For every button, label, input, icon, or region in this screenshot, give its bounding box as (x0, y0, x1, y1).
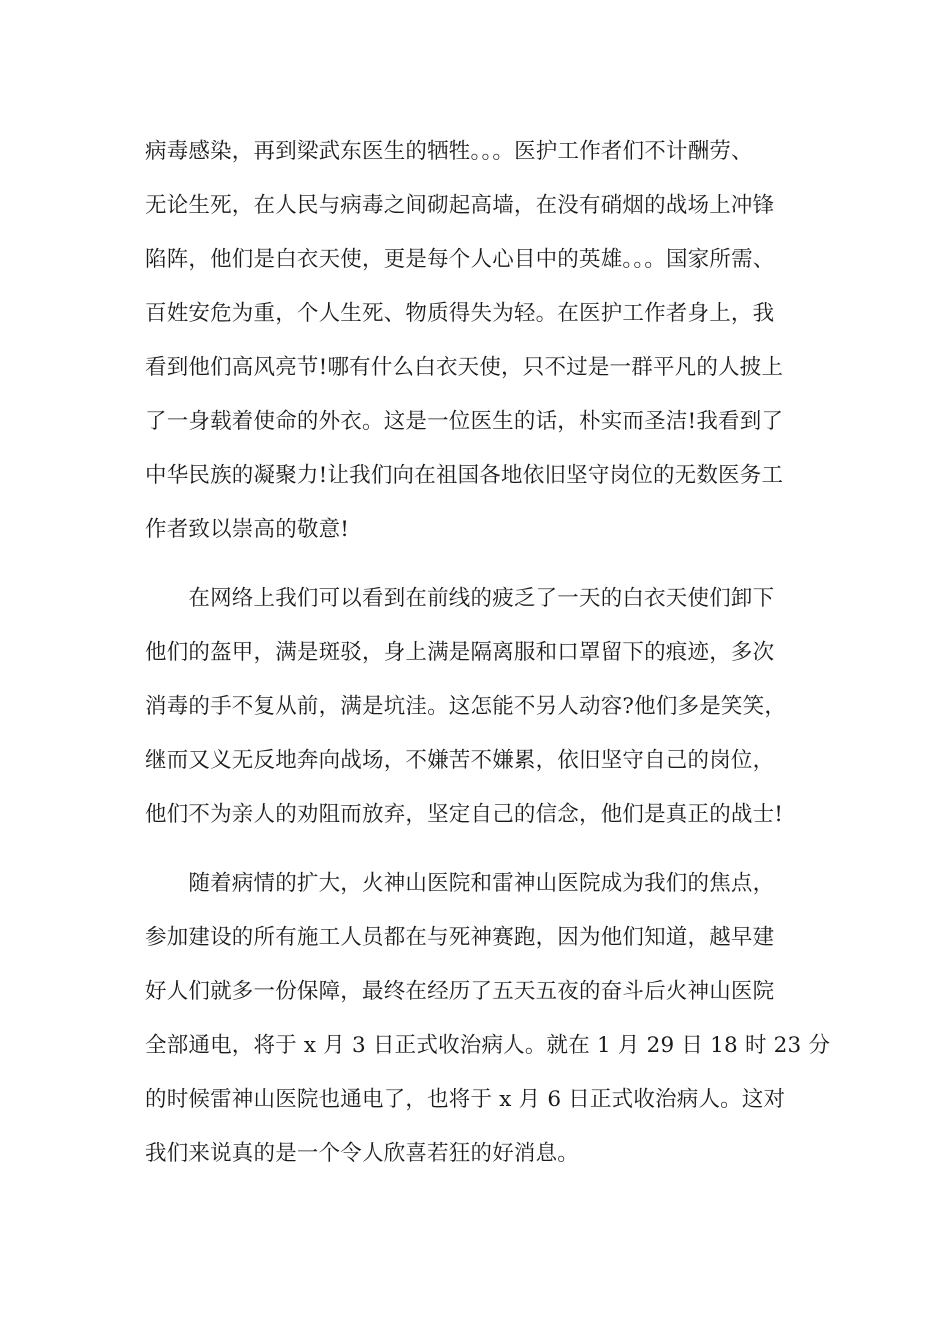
text-line: 在网络上我们可以看到在前线的疲乏了一天的白衣天使们卸下 (145, 586, 775, 611)
text-line: 他们的盔甲，满是斑驳，身上满是隔离服和口罩留下的痕迹，多次 (145, 640, 775, 665)
text-line: 看到他们高风亮节!哪有什么白衣天使，只不过是一群平凡的人披上 (145, 355, 784, 380)
text-line: 参加建设的所有施工人员都在与死神赛跑，因为他们知道，越早建 (145, 925, 775, 950)
paragraph-1 (145, 125, 835, 557)
text-line: 全部通电，将于 x 月 3 日正式收治病人。就在 1 月 29 日 18 时 23 分 (145, 1033, 831, 1058)
text-line: 继而又义无反地奔向战场，不嫌苦不嫌累，依旧坚守自己的岗位， (145, 748, 775, 773)
text-line: 中华民族的凝聚力!让我们向在祖国各地依旧坚守岗位的无数医务工 (145, 463, 784, 488)
text-line: 作者致以崇高的敬意! (145, 517, 350, 542)
text-line: 的时候雷神山医院也通电了，也将于 x 月 6 日正式收治病人。这对 (145, 1087, 786, 1112)
text-line: 我们来说真的是一个令人欣喜若狂的好消息。 (145, 1141, 580, 1166)
text-line: 无论生死，在人民与病毒之间砌起高墙，在没有硝烟的战场上冲锋 (145, 193, 775, 218)
text-line: 百姓安危为重，个人生死、物质得失为轻。在医护工作者身上，我 (145, 301, 775, 326)
text-line: 好人们就多一份保障，最终在经历了五天五夜的奋斗后火神山医院 (145, 979, 775, 1004)
text-line: 了一身载着使命的外衣。这是一位医生的话，朴实而圣洁!我看到了 (145, 409, 784, 434)
text-line: 陷阵，他们是白衣天使，更是每个人心目中的英雄。。。国家所需、 (145, 247, 775, 272)
text-line: 消毒的手不复从前，满是坑洼。这怎能不另人动容?他们多是笑笑， (145, 694, 787, 719)
text-line: 他们不为亲人的劝阻而放弃，坚定自己的信念，他们是真正的战士! (145, 802, 784, 827)
text-line: 随着病情的扩大，火神山医院和雷神山医院成为我们的焦点， (145, 871, 775, 896)
paragraph-2 (145, 572, 835, 842)
paragraph-3 (145, 857, 835, 1181)
text-line: 病毒感染，再到梁武东医生的牺牲。。。医护工作者们不计酬劳、 (145, 139, 753, 164)
